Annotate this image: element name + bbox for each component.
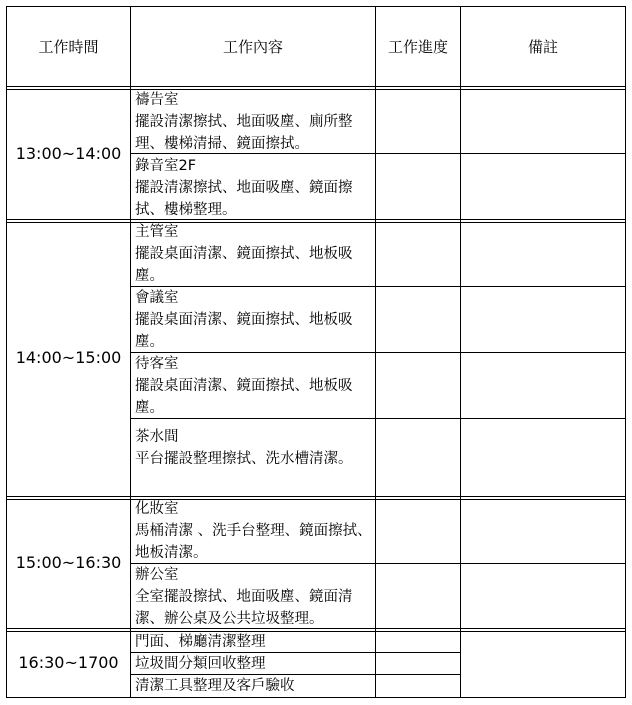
time-slot: 14:00~15:00 — [15, 348, 122, 367]
room-name: 禱告室 — [135, 92, 179, 108]
room-name: 主管室 — [135, 224, 179, 240]
time-slot: 13:00~14:00 — [15, 144, 122, 163]
task-cell — [135, 498, 375, 564]
row-border — [130, 652, 460, 653]
task-cell — [135, 221, 375, 287]
header-notes: 備註 — [527, 38, 558, 56]
room-name: 錄音室2F — [135, 158, 197, 174]
table-bottom-border — [6, 697, 625, 698]
row-border — [130, 418, 625, 419]
col-border-left — [6, 6, 7, 698]
task-description: 擺設桌面清潔、鏡面擦拭、地板吸塵。 — [135, 378, 353, 416]
room-name: 茶水間 — [135, 429, 179, 445]
block-border-2 — [6, 631, 625, 632]
task-description: 全室擺設擦拭、地面吸塵、鏡面清潔、辦公桌及公共垃圾整理。 — [135, 589, 353, 627]
task-cell — [135, 155, 375, 221]
header-bottom-border — [6, 86, 625, 87]
task-cell — [135, 353, 375, 419]
task-description: 擺設清潔擦拭、地面吸塵、廁所整理、樓梯清掃、鏡面擦拭。 — [135, 114, 353, 152]
header-time: 工作時間 — [38, 38, 99, 56]
col-border-right — [625, 6, 626, 698]
task-description: 清潔工具整理及客戶驗收 — [135, 678, 295, 694]
task-cell — [135, 564, 375, 630]
task-description: 垃圾間分類回收整理 — [135, 656, 266, 672]
table-top-border — [6, 6, 625, 7]
room-name: 辦公室 — [135, 567, 179, 583]
task-cell — [135, 426, 375, 470]
task-cell — [135, 89, 375, 155]
time-slot: 15:00~16:30 — [15, 553, 122, 572]
task-description: 馬桶清潔 、洗手台整理、鏡面擦拭、地板清潔。 — [135, 523, 372, 561]
task-description: 平台擺設整理擦拭、洗水槽清潔。 — [135, 451, 353, 467]
task-description: 擺設清潔擦拭、地面吸塵、鏡面擦拭、樓梯整理。 — [135, 180, 353, 218]
room-name: 會議室 — [135, 290, 179, 306]
header-progress: 工作進度 — [387, 38, 448, 56]
room-name: 待客室 — [135, 356, 179, 372]
room-name: 化妝室 — [135, 501, 179, 517]
time-slot: 16:30~1700 — [18, 653, 119, 672]
task-description: 擺設桌面清潔、鏡面擦拭、地板吸塵。 — [135, 312, 353, 350]
block-border — [6, 496, 625, 497]
task-cell — [135, 287, 375, 353]
header-content: 工作內容 — [222, 38, 283, 56]
row-border — [130, 153, 625, 154]
block-border — [6, 628, 625, 629]
block-border — [6, 219, 625, 220]
task-description: 擺設桌面清潔、鏡面擦拭、地板吸塵。 — [135, 246, 353, 284]
task-description: 門面、梯廳清潔整理 — [135, 634, 266, 650]
row-border — [130, 674, 460, 675]
